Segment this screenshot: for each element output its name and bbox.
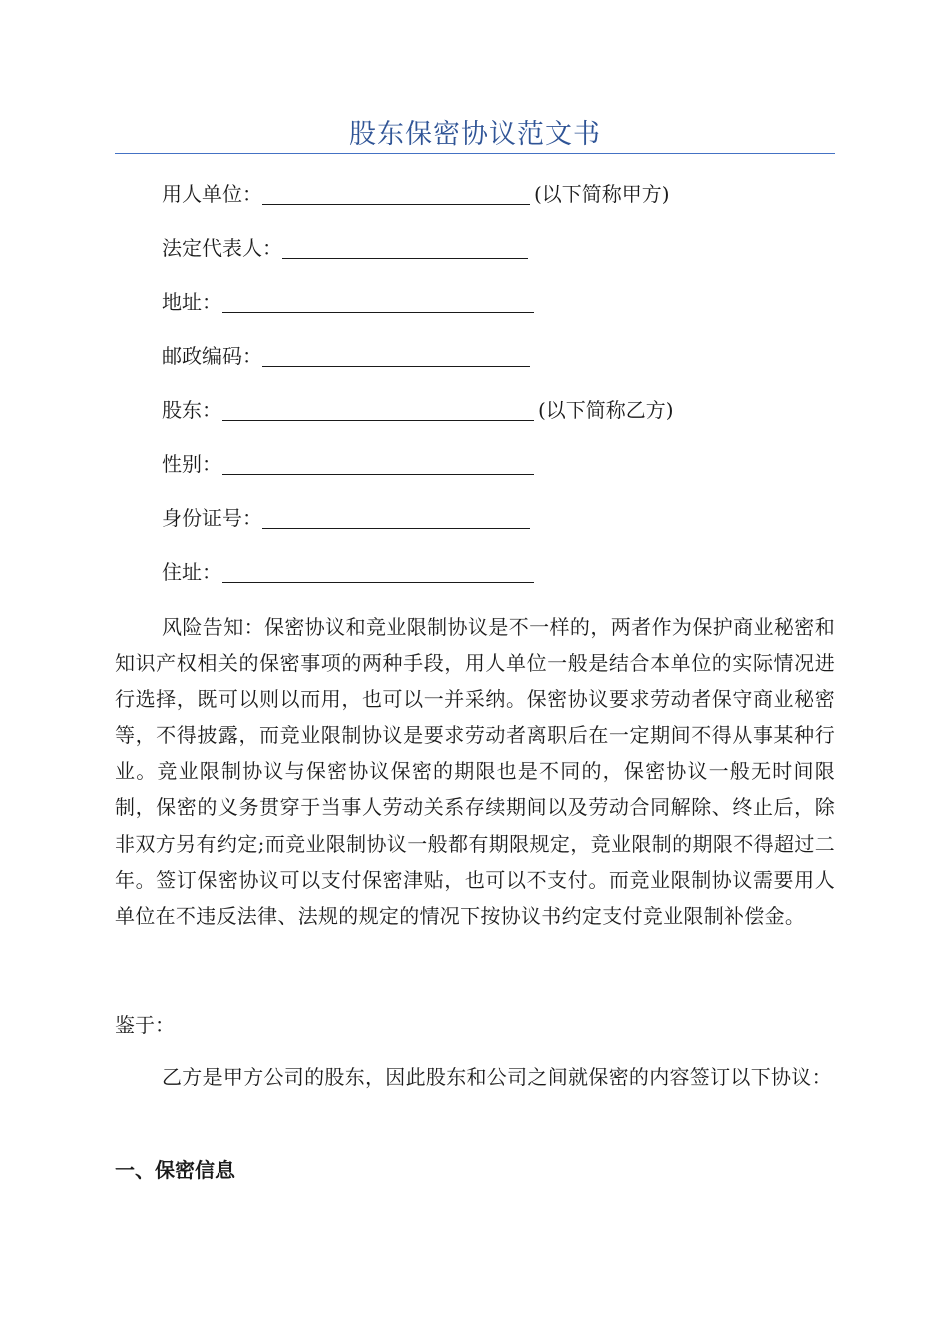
section-heading-confidential-info: 一、保密信息 [115,1158,235,1182]
risk-notice-paragraph: 风险告知：保密协议和竞业限制协议是不一样的，两者作为保护商业秘密和知识产权相关的保密事项的两种手段，用人单位一般是结合本单位的实际情况进行选择，既可以则以而用，也可以一并采纳。保密协议要求劳动者保守商业秘密等，不得披露，而竞业限制协议是要求劳动者离职后在一定期间不得从事某种行业。竞业限制协议与保密协议保密的期限也是不同的，保密协议一般无时间限制，保密的义务贯穿于当事人劳动关系存续期间以及劳动合同解除、终止后，除非双方另有约定;而竞业限制协议一般都有期限规定，竞业限制的期限不得超过二年。签订保密协议可以支付保密津贴，也可以不支付。而竞业限制协议需要用人单位在不违反法律、法规的规定的情况下按协议书约定支付竞业限制补偿金。 [115,615,835,928]
fill-in-blank[interactable] [222,560,534,583]
field-suffix: (以下简称乙方) [538,398,674,422]
fill-in-blank[interactable] [222,452,534,475]
field-label: 邮政编码： [162,344,262,368]
field-suffix: (以下简称甲方) [534,182,670,206]
fill-in-blank[interactable] [262,182,530,205]
field-legal-representative [162,234,528,262]
document-title: 股东保密协议范文书 [349,119,601,150]
field-id-number [162,504,530,532]
fill-in-blank[interactable] [262,506,530,529]
whereas-label: 鉴于： [115,1013,175,1037]
field-shareholder [162,396,674,424]
field-gender [162,450,534,478]
field-postal-code [162,342,530,370]
field-label: 住址： [162,560,222,584]
field-residence [162,558,534,586]
field-label: 用人单位： [162,182,262,206]
field-label: 身份证号： [162,506,262,530]
field-label: 股东： [162,398,222,422]
whereas-paragraph: 乙方是甲方公司的股东，因此股东和公司之间就保密的内容签订以下协议： [162,1065,832,1089]
field-label: 地址： [162,290,222,314]
field-address [162,288,534,316]
title-underline [115,153,835,154]
fill-in-blank[interactable] [262,344,530,367]
field-employer [162,180,670,208]
field-label: 法定代表人： [162,236,282,260]
fill-in-blank[interactable] [222,398,534,421]
fill-in-blank[interactable] [282,236,528,259]
field-label: 性别： [162,452,222,476]
fill-in-blank[interactable] [222,290,534,313]
